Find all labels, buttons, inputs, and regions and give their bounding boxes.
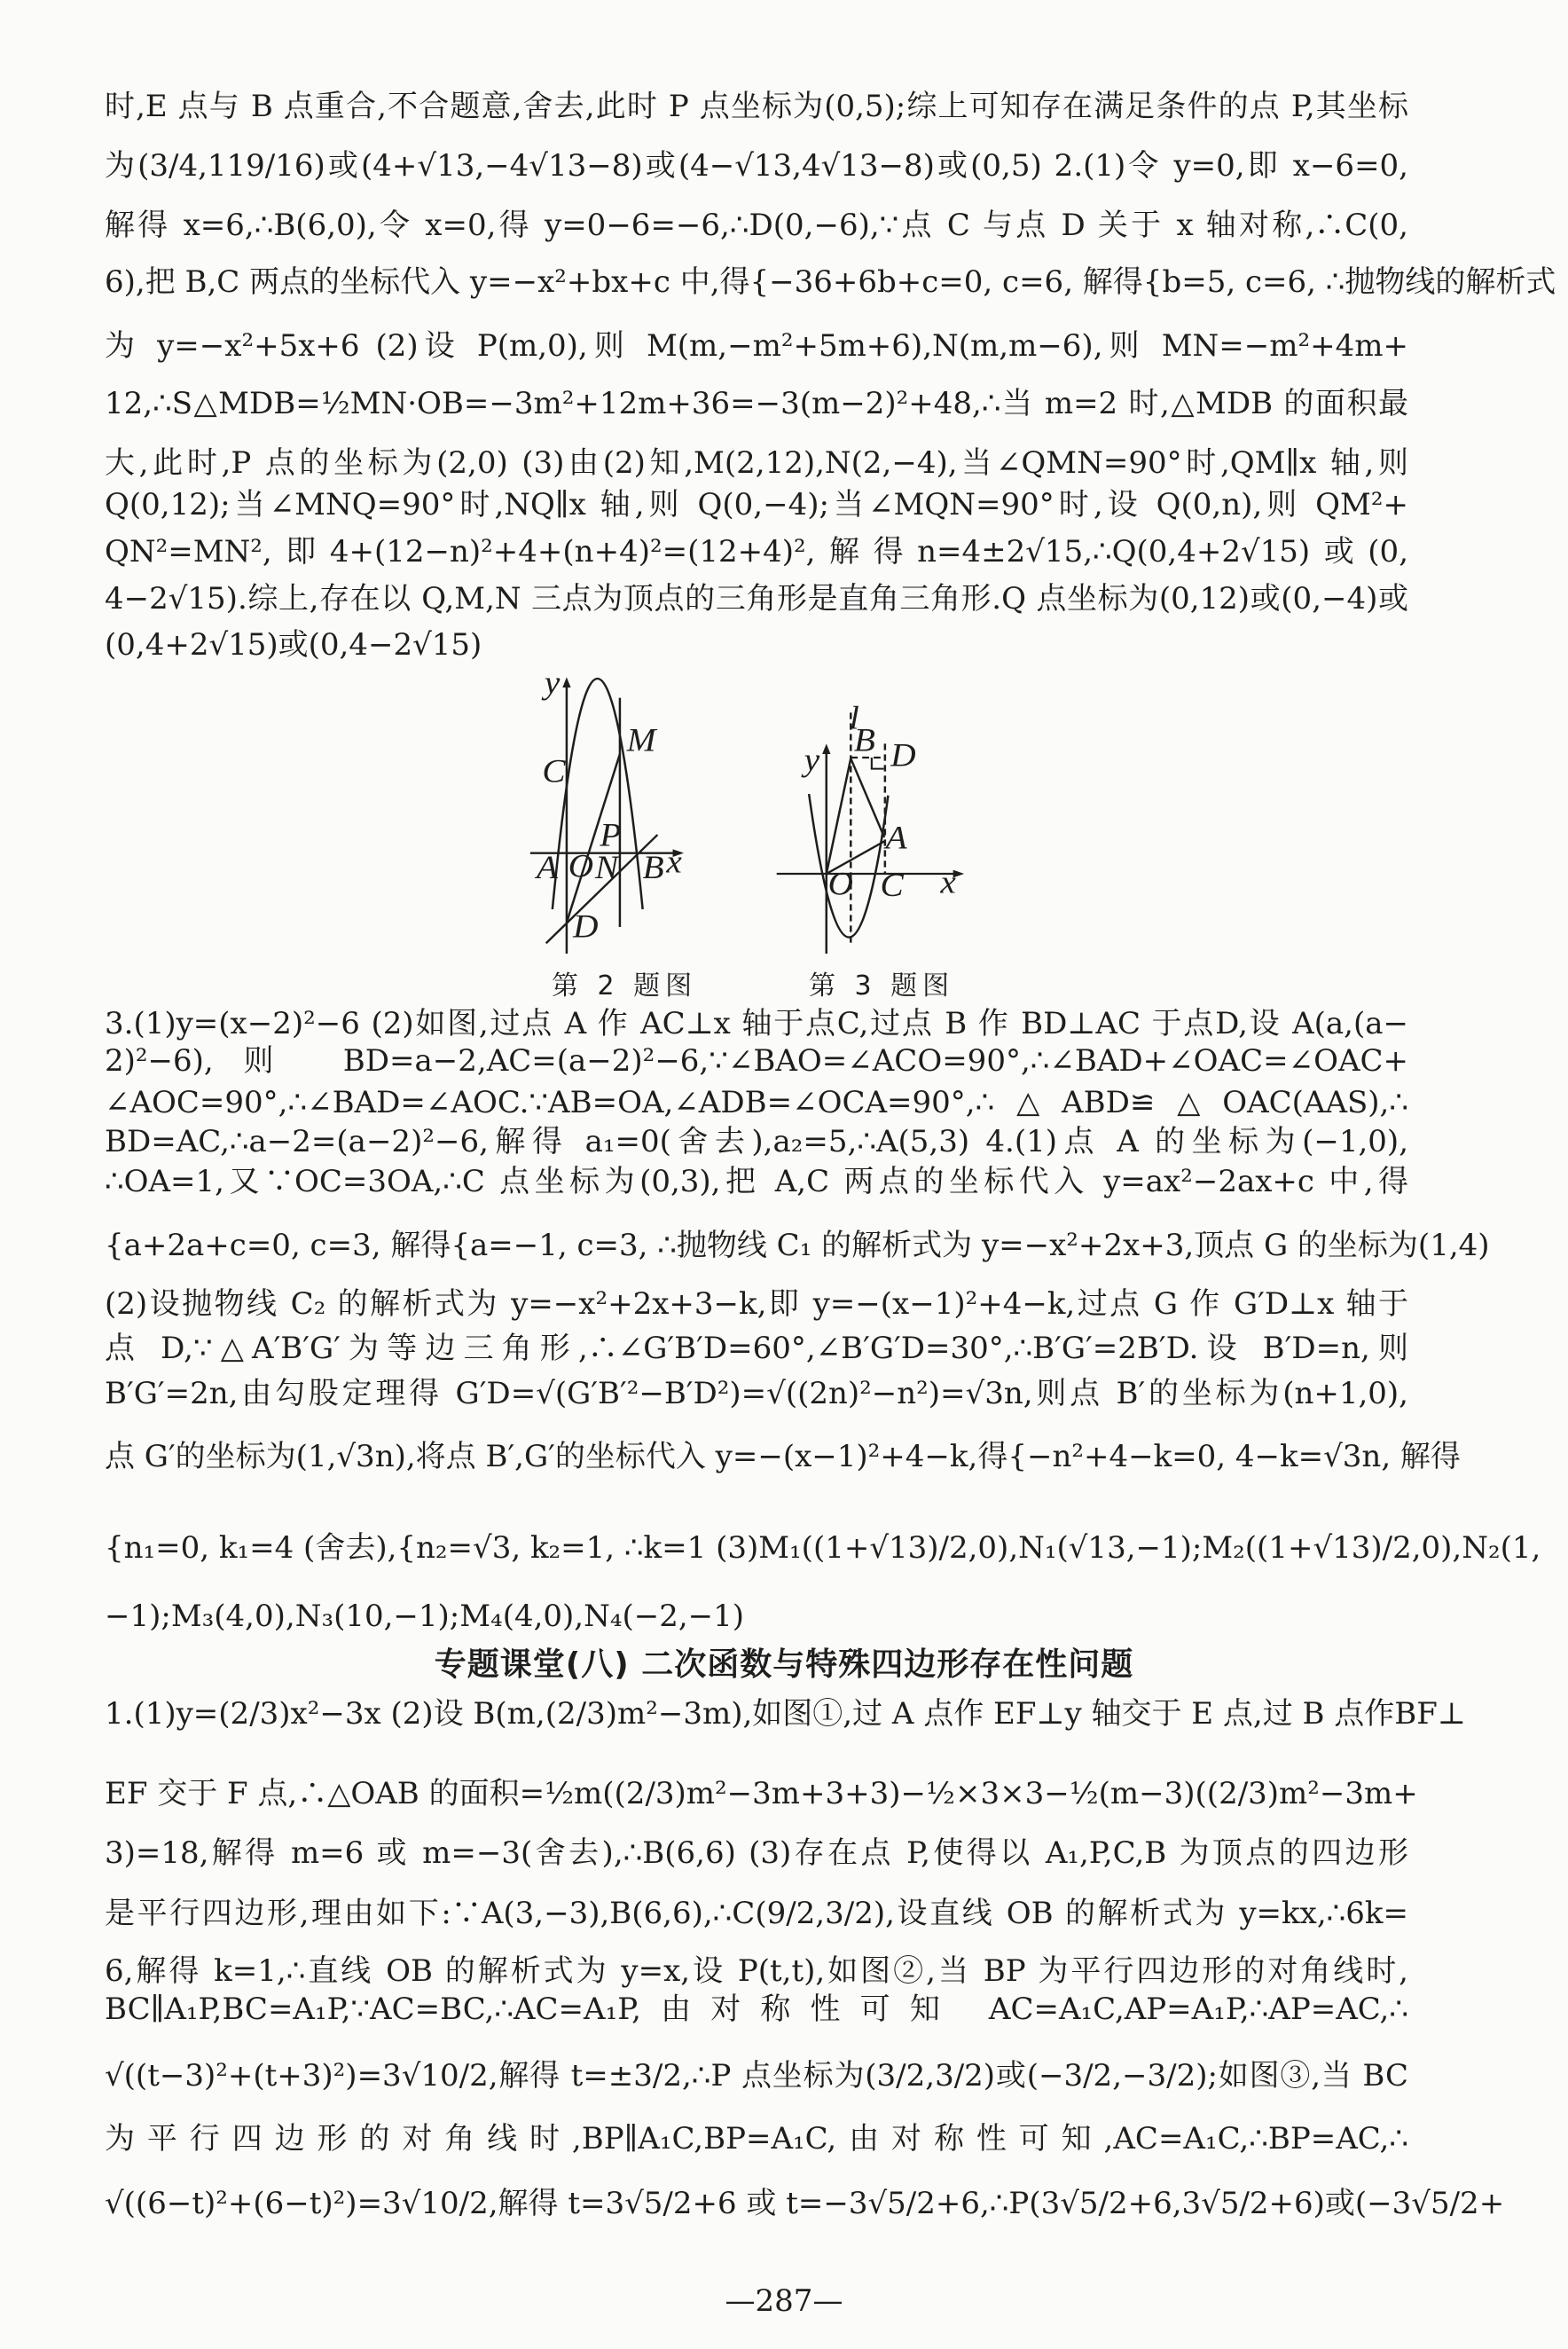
text-line: −1);M₃(4,0),N₃(10,−1);M₄(4,0),N₄(−2,−1) — [105, 1599, 745, 1634]
text-line: (0,4+2√15)或(0,4−2√15) — [105, 627, 482, 663]
label: D — [573, 908, 599, 946]
label: P — [600, 817, 622, 854]
text-line: 是平行四边形,理由如下:∵A(3,−3),B(6,6),∴C(9/2,3/2),设直线 OB 的解析式为 y=kx,∴6k= — [105, 1896, 1408, 1931]
text-line: BC∥A₁P,BC=A₁P,∵AC=BC,∴AC=A₁P,由对称性可知 AC=A₁C,AP=A₁P,∴AP=AC,∴ — [105, 1992, 1408, 2027]
text-line: 解得 x=6,∴B(6,0),令 x=0,得 y=0−6=−6,∴D(0,−6),∵点 C 与点 D 关于 x 轴对称,∴C(0, — [105, 208, 1408, 243]
label: O — [827, 866, 853, 903]
label: x — [666, 844, 682, 881]
label: B — [642, 850, 664, 886]
text-line: BD=AC,∴a−2=(a−2)²−6,解得 a₁=0(舍去),a₂=5,∴A(5,3) 4.(1)点 A 的坐标为(−1,0), — [105, 1124, 1408, 1159]
text-line: 大,此时,P 点的坐标为(2,0) (3)由(2)知,M(2,12),N(2,−4),当∠QMN=90°时,QM∥x 轴,则 — [105, 445, 1408, 481]
text-line: 6),把 B,C 两点的坐标代入 y=−x²+bx+c 中,得{−36+6b+c=0, c=6, 解得{b=5, c=6, ∴抛物线的解析式 — [105, 264, 1556, 300]
text-line: 为 y=−x²+5x+6 (2)设 P(m,0),则 M(m,−m²+5m+6),N(m,m−6),则 MN=−m²+4m+ — [105, 328, 1408, 364]
label: N — [595, 850, 619, 886]
line-ba — [851, 758, 884, 837]
text-line: {n₁=0, k₁=4 (舍去),{n₂=√3, k₂=1, ∴k=1 (3)M₁((1+√13)/2,0),N₁(√13,−1);M₂((1+√13)/2,0),N₂(1, — [105, 1530, 1541, 1566]
label: O — [568, 848, 594, 885]
label: y — [804, 742, 820, 779]
text-line: Q(0,12);当∠MNQ=90°时,NQ∥x 轴,则 Q(0,−4);当∠MQN=90°时,设 Q(0,n),则 QM²+ — [105, 487, 1408, 522]
figure-3-caption: 第 3 题图 — [809, 970, 955, 1002]
label: y — [544, 664, 561, 702]
text-line: 3)=18,解得 m=6 或 m=−3(舍去),∴B(6,6) (3)存在点 P,使得以 A₁,P,C,B 为顶点的四边形 — [105, 1835, 1408, 1871]
text-line: 2)²−6),则 BD=a−2,AC=(a−2)²−6,∵∠BAO=∠ACO=90°,∴∠BAD+∠OAC=∠OAC+ — [105, 1043, 1408, 1079]
text-line: 点 D,∵△A′B′G′为等边三角形,∴∠G′B′D=60°,∠B′G′D=30°,∴B′G′=2B′D.设 B′D=n,则 — [105, 1331, 1408, 1366]
label: M — [626, 722, 656, 759]
label: D — [890, 737, 916, 774]
figure-element — [534, 665, 682, 946]
figure-2 — [530, 665, 684, 954]
text-line: 时,E 点与 B 点重合,不合题意,舍去,此时 P 点坐标为(0,5);综上可知存在满足条件的点 P,其坐标 — [105, 89, 1408, 124]
text-line: QN²=MN²,即4+(12−n)²+4+(n+4)²=(12+4)²,解得n=4±2√15,∴Q(0,4+2√15)或(0, — [105, 534, 1408, 570]
text-line: √((t−3)²+(t+3)²)=3√10/2,解得 t=±3/2,∴P 点坐标为(3/2,3/2)或(−3/2,−3/2);如图③,当 BC — [105, 2058, 1408, 2094]
text-line: 点 G′的坐标为(1,√3n),将点 B′,G′的坐标代入 y=−(x−1)²+4−k,得{−n²+4−k=0, 4−k=√3n, 解得 — [105, 1439, 1461, 1474]
label: A — [537, 850, 558, 886]
text-line: √((6−t)²+(6−t)²)=3√10/2,解得 t=3√5/2+6 或 t=−3√5/2+6,∴P(3√5/2+6,3√5/2+6)或(−3√5/2+ — [105, 2186, 1505, 2221]
text-line: 3.(1)y=(x−2)²−6 (2)如图,过点 A 作 AC⊥x 轴于点C,过点 B 作 BD⊥AC 于点D,设 A(a,(a− — [105, 1006, 1408, 1041]
parabola — [809, 794, 888, 938]
label: C — [542, 753, 566, 790]
text-line: 为平行四边形的对角线时,BP∥A₁C,BP=A₁C,由对称性可知,AC=A₁C,∴BP=AC,∴ — [105, 2121, 1408, 2157]
text-line: 6,解得 k=1,∴直线 OB 的解析式为 y=x,设 P(t,t),如图②,当 BP 为平行四边形的对角线时, — [105, 1953, 1408, 1989]
text-line: EF 交于 F 点,∴△OAB 的面积=½m((2/3)m²−3m+3+3)−½×3×3−½(m−3)((2/3)m²−3m+ — [105, 1776, 1418, 1811]
arrow-icon — [822, 743, 830, 754]
label: B — [853, 722, 875, 759]
label: C — [880, 868, 904, 904]
text-line: {a+2a+c=0, c=3, 解得{a=−1, c=3, ∴抛物线 C₁ 的解析式为 y=−x²+2x+3,顶点 G 的坐标为(1,4) — [105, 1228, 1490, 1263]
label: A — [885, 820, 907, 857]
text-line: (2)设抛物线 C₂ 的解析式为 y=−x²+2x+3−k,即 y=−(x−1)²+4−k,过点 G 作 G′D⊥x 轴于 — [105, 1286, 1408, 1322]
text-line: ∴OA=1,又∵OC=3OA,∴C 点坐标为(0,3),把 A,C 两点的坐标代入 y=ax²−2ax+c 中,得 — [105, 1164, 1408, 1199]
right-angle-mark — [872, 758, 884, 769]
arrow-icon — [562, 677, 570, 687]
text-line: ∠AOC=90°,∴∠BAD=∠AOC.∵AB=OA,∠ADB=∠OCA=90°,∴△ABD≌△OAC(AAS),∴ — [105, 1085, 1408, 1120]
page-number: —287— — [725, 2283, 843, 2319]
label: x — [940, 864, 956, 901]
text-line: 12,∴S△MDB=½MN·OB=−3m²+12m+36=−3(m−2)²+48,∴当 m=2 时,△MDB 的面积最 — [105, 386, 1408, 421]
figure-3 — [777, 701, 964, 954]
text-line: 4−2√15).综上,存在以 Q,M,N 三点为顶点的三角形是直角三角形.Q 点坐标为(0,12)或(0,−4)或 — [105, 581, 1408, 617]
section-heading: 专题课堂(八) 二次函数与特殊四边形存在性问题 — [434, 1646, 1134, 1683]
line-ob — [827, 758, 851, 874]
figure-2-caption: 第 2 题图 — [552, 970, 698, 1002]
text-line: B′G′=2n,由勾股定理得 G′D=√(G′B′²−B′D²)=√((2n)²−n²)=√3n,则点 B′的坐标为(n+1,0), — [105, 1376, 1408, 1411]
label: l — [849, 700, 859, 737]
text-line: 1.(1)y=(2/3)x²−3x (2)设 B(m,(2/3)m²−3m),如图①,过 A 点作 EF⊥y 轴交于 E 点,过 B 点作BF⊥ — [105, 1696, 1466, 1732]
figures — [514, 656, 1011, 976]
text-line: 为(3/4,119/16)或(4+√13,−4√13−8)或(4−√13,4√13−8)或(0,5) 2.(1)令 y=0,即 x−6=0, — [105, 148, 1408, 184]
